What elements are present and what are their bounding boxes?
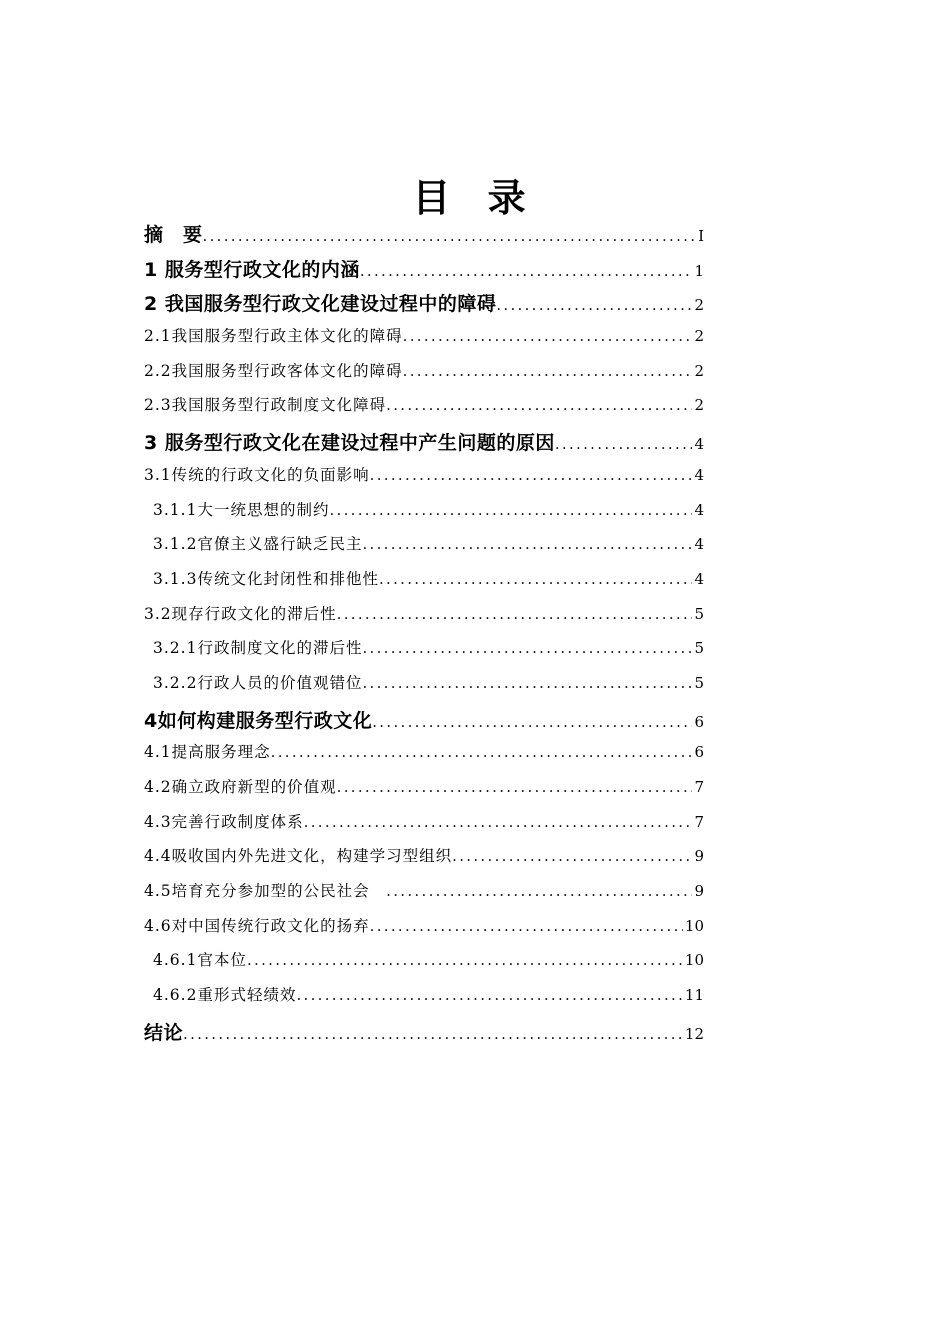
toc-entry-leader: [370, 917, 683, 935]
toc-entry-leader: [379, 570, 693, 588]
toc-list: [144, 220, 704, 1053]
toc-entry-label: 4.4吸收国内外先进文化，构建学习型组织: [144, 847, 453, 866]
toc-title: 目 录: [412, 176, 538, 220]
toc-entry-page: 4: [694, 535, 704, 554]
toc-entry-page: 4: [694, 500, 704, 519]
toc-entry-leader: [362, 674, 692, 692]
toc-entry-label: 3 服务型行政文化在建设过程中产生问题的原因: [144, 432, 555, 455]
toc-entry-page: 7: [694, 778, 704, 796]
toc-entry-label: 3.1.3传统文化封闭性和排他性: [153, 569, 379, 588]
toc-entry-leader: [337, 778, 693, 796]
toc-entry-label: 3.2.2行政人员的价值观错位: [153, 673, 363, 692]
toc-entry-leader: [372, 713, 692, 731]
toc-entry-label: 1 服务型行政文化的内涵: [144, 258, 360, 281]
toc-entry-label: 3.2现存行政文化的滞后性: [144, 604, 337, 623]
toc-entry-label: 4.6对中国传统行政文化的扬弃: [144, 916, 370, 935]
toc-entry-leader: [386, 882, 692, 900]
toc-entry[interactable]: [144, 810, 704, 845]
toc-entry-page: 5: [694, 673, 704, 692]
toc-entry-page: I: [698, 227, 704, 245]
toc-entry-page: 10: [684, 951, 704, 970]
toc-entry-page: 2: [694, 361, 704, 380]
toc-entry-label: 结论: [144, 1021, 184, 1044]
toc-entry[interactable]: [144, 220, 704, 255]
toc-entry-page: 4: [694, 435, 704, 454]
toc-entry[interactable]: [144, 983, 704, 1018]
toc-entry-page: 12: [684, 1024, 704, 1043]
toc-entry-label: 4如何构建服务型行政文化: [144, 709, 373, 732]
toc-entry-leader: [362, 639, 692, 657]
toc-entry-leader: [271, 743, 693, 761]
toc-entry-leader: [247, 951, 683, 969]
toc-entry-page: 4: [694, 569, 704, 588]
toc-entry-label: 4.1提高服务理念: [144, 743, 271, 762]
toc-entry[interactable]: [144, 671, 704, 706]
toc-entry[interactable]: [144, 636, 704, 671]
toc-entry-label: 3.1传统的行政文化的负面影响: [144, 465, 370, 484]
toc-entry-label: 4.3完善行政制度体系: [144, 812, 304, 831]
toc-entry-leader: [203, 227, 697, 245]
toc-entry-leader: [362, 535, 692, 553]
toc-entry[interactable]: [144, 532, 704, 567]
toc-entry-leader: [452, 847, 692, 865]
toc-entry[interactable]: [144, 844, 704, 879]
toc-entry-label: 4.6.2重形式轻绩效: [153, 986, 297, 1005]
toc-entry-leader: [403, 327, 693, 345]
toc-entry[interactable]: [144, 359, 704, 394]
toc-entry-leader: [555, 435, 693, 453]
toc-entry-page: 2: [694, 396, 704, 415]
toc-entry-page: 7: [694, 812, 704, 831]
toc-entry-label: 4.6.1官本位: [153, 951, 247, 970]
toc-entry[interactable]: [144, 948, 704, 983]
toc-entry-leader: [370, 466, 693, 484]
toc-entry[interactable]: [144, 602, 704, 637]
toc-entry-label: 4.5培育充分参加型的公民社会: [144, 882, 387, 901]
toc-entry[interactable]: [144, 879, 704, 914]
toc-entry-page: 10: [684, 916, 704, 935]
toc-entry-leader: [386, 396, 692, 414]
toc-entry[interactable]: [144, 393, 704, 428]
toc-entry-leader: [360, 262, 693, 280]
toc-entry-label: 3.2.1行政制度文化的滞后性: [153, 639, 363, 658]
toc-entry-label: 3.1.2官僚主义盛行缺乏民主: [153, 535, 363, 554]
toc-entry-leader: [403, 362, 693, 380]
toc-entry-label: 2 我国服务型行政文化建设过程中的障碍: [144, 293, 497, 316]
toc-entry-page: 1: [694, 261, 704, 280]
toc-entry-label: 3.1.1大一统思想的制约: [153, 500, 330, 519]
toc-entry-page: 5: [694, 639, 704, 658]
toc-entry[interactable]: [144, 740, 704, 775]
toc-entry-page: 6: [694, 712, 704, 731]
toc-entry[interactable]: [144, 428, 704, 463]
toc-entry[interactable]: [144, 706, 704, 741]
toc-entry-page: 6: [694, 743, 704, 762]
toc-entry-label: 2.3我国服务型行政制度文化障碍: [144, 396, 387, 415]
toc-entry-label: 2.1我国服务型行政主体文化的障碍: [144, 327, 403, 346]
toc-entry[interactable]: [144, 567, 704, 602]
toc-entry[interactable]: [144, 498, 704, 533]
toc-entry[interactable]: [144, 775, 704, 810]
toc-entry-leader: [183, 1025, 683, 1043]
toc-entry[interactable]: [144, 463, 704, 498]
toc-entry-page: 11: [684, 986, 704, 1005]
toc-entry-page: 9: [694, 847, 704, 866]
toc-entry-leader: [304, 813, 693, 831]
toc-entry-page: 2: [694, 327, 704, 346]
toc-entry-leader: [496, 296, 692, 314]
toc-entry[interactable]: [144, 289, 704, 324]
toc-entry-leader: [337, 605, 693, 623]
toc-entry[interactable]: [144, 255, 704, 290]
toc-entry-leader: [296, 986, 682, 1004]
toc-entry[interactable]: [144, 1018, 704, 1053]
toc-entry-label: 2.2我国服务型行政客体文化的障碍: [144, 361, 403, 380]
toc-entry[interactable]: [144, 324, 704, 359]
toc-entry-page: 4: [694, 465, 704, 484]
toc-entry-label: 4.2确立政府新型的价值观: [144, 778, 337, 796]
toc-entry-leader: [329, 501, 692, 519]
toc-entry-page: 9: [694, 882, 704, 901]
toc-entry-page: 2: [694, 296, 704, 315]
toc-entry-label: 摘 要: [144, 224, 203, 246]
toc-entry[interactable]: [144, 914, 704, 949]
toc-entry-page: 5: [694, 604, 704, 623]
